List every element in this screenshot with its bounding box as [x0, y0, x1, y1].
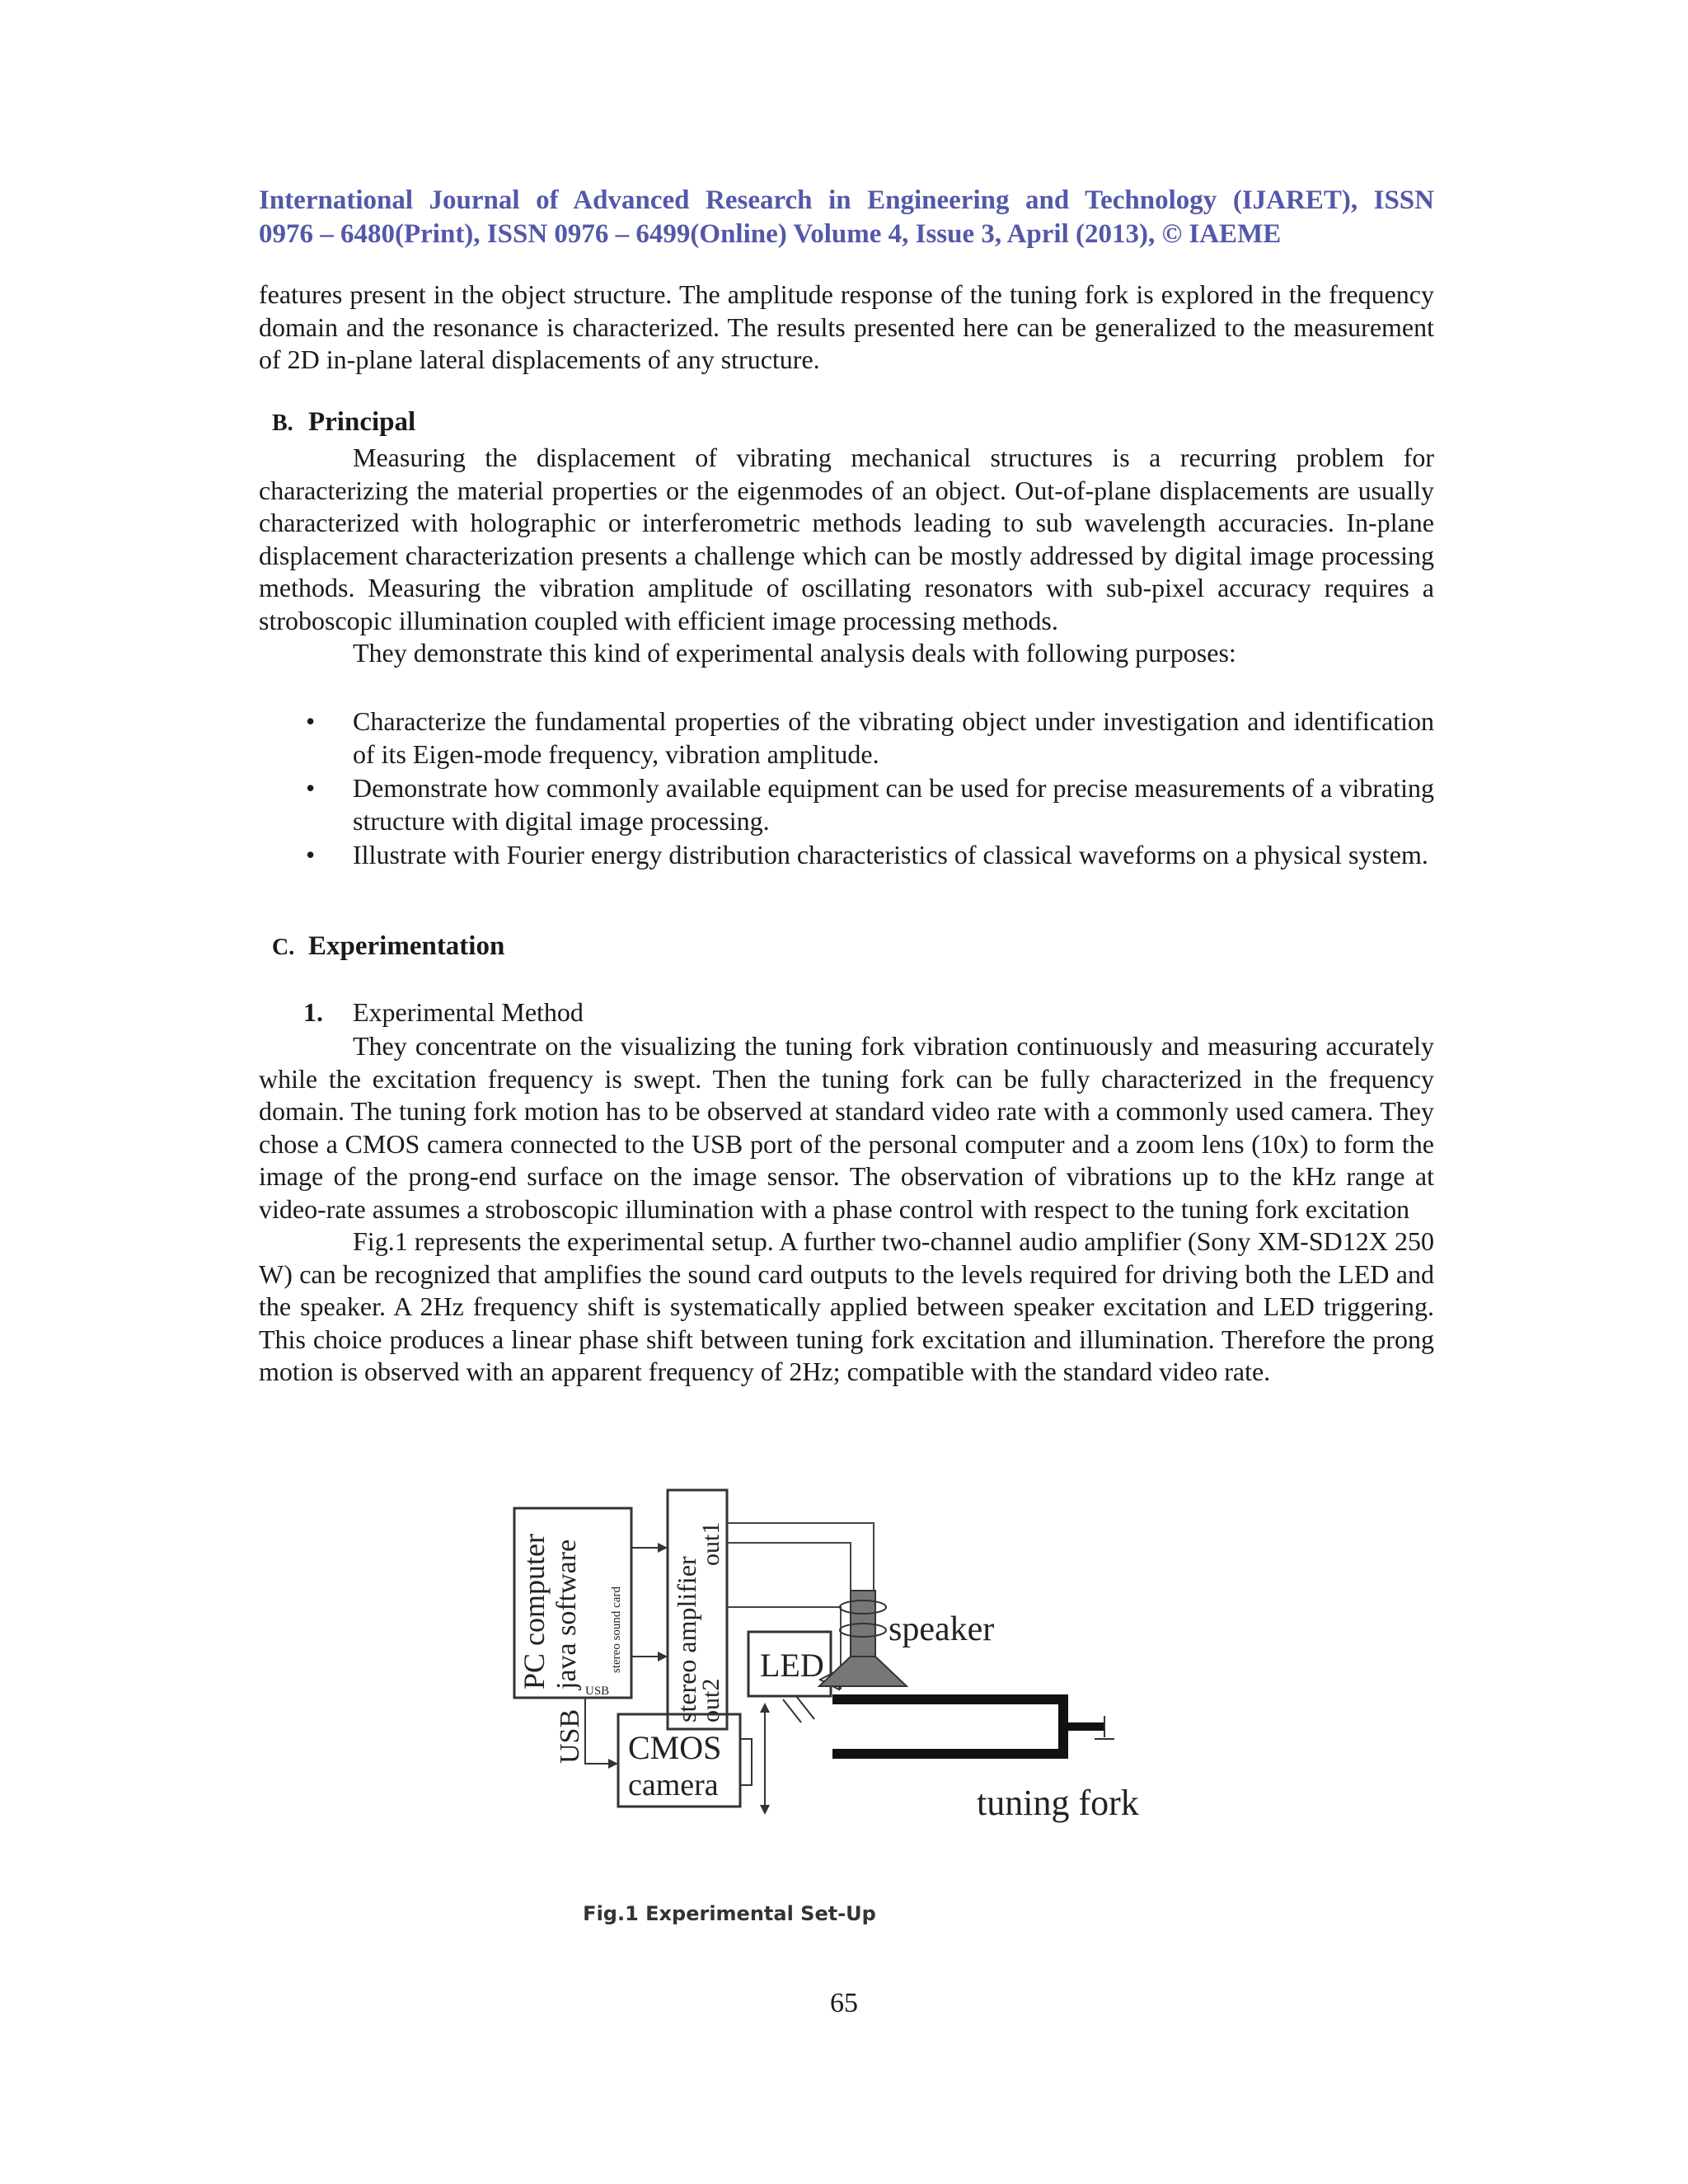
speaker-wire — [727, 1543, 851, 1619]
speaker-label: speaker — [889, 1610, 995, 1648]
usb-cable-label: USB — [555, 1708, 585, 1764]
section-b-paragraph-2: They demonstrate this kind of experimental analysis deals with following purposes: — [353, 638, 1236, 668]
tuning-fork-prongs — [832, 1699, 1063, 1754]
intro-paragraph — [259, 279, 1434, 377]
sound-card-label: stereo sound card — [610, 1586, 623, 1673]
arrow-right-icon — [608, 1759, 618, 1769]
list-item — [259, 705, 1434, 771]
section-b-title: Principal — [308, 407, 416, 437]
header-line-1: International Journal of Advanced Research in Engineering and Technology (IJARET), ISSN — [259, 185, 1434, 215]
java-label: java software — [551, 1539, 582, 1690]
section-c-paragraph-1: They concentrate on the visualizing the tuning fork vibration continuously and measuring accurately while the excitation frequency is swept. Then the tuning fork can be fully characterized in the frequency domain. The tuning fork motion has to be observed at standard video rate with a commonly used camera. They chose a CMOS camera connected to the USB port of the personal computer and a zoom lens (10x) to form the image of the prong-end surface on the image sensor. The observation of vibrations up to the kHz range at video-rate assumes a stroboscopic illumination with a phase control with respect to the tuning fork excitation — [259, 1031, 1434, 1224]
light-ray — [796, 1696, 814, 1719]
section-c-title: Experimentation — [308, 931, 505, 961]
journal-header — [259, 184, 1434, 251]
camera-label: camera — [628, 1768, 719, 1802]
out2-label: out2 — [697, 1678, 724, 1722]
section-c-letter: C. — [272, 935, 295, 960]
zoom-lens-icon — [740, 1739, 752, 1785]
usb-cable — [585, 1698, 608, 1764]
intro-text: features present in the object structure. The amplitude response of the tuning fork is explored in the frequency domain and the resonance is characterized. The results presented here can be generalized to the measurement of 2D in-plane lateral displacements of any structure. — [259, 279, 1434, 374]
section-b-body — [259, 442, 1434, 670]
section-b-paragraph-1: Measuring the displacement of vibrating mechanical structures is a recurring problem for characterizing the material properties or the eigenmodes of an object. Out-of-plane displacements are usually characterized with holographic or interferometric methods leading to sub wavelength accuracies. In-plane displacement characterization presents a challenge which can be mostly addressed by digital image processing methods. Measuring the vibration amplitude of oscillating resonators with sub-pixel accuracy requires a stroboscopic illumination coupled with efficient image processing methods. — [259, 443, 1434, 635]
section-b-letter: B. — [272, 410, 293, 436]
section-c-body — [259, 1030, 1434, 1389]
section-c-heading — [272, 931, 504, 962]
usb-port-label: USB — [585, 1685, 610, 1698]
arrow-down-icon — [760, 1805, 770, 1815]
figure-caption: Fig.1 Experimental Set-Up — [583, 1902, 876, 1925]
cmos-label: CMOS — [628, 1729, 722, 1766]
page-number: 65 — [830, 1988, 858, 2018]
out1-label: out1 — [697, 1521, 724, 1566]
amplifier-label: stereo amplifier — [672, 1556, 701, 1722]
arrow-up-icon — [760, 1703, 770, 1713]
subsection-heading — [303, 997, 584, 1028]
arrow-right-icon — [658, 1652, 668, 1661]
speaker-cone-icon — [819, 1657, 907, 1686]
bullet-icon: • — [306, 773, 316, 803]
arrow-right-icon — [658, 1543, 668, 1553]
tuning-fork-label: tuning fork — [977, 1783, 1139, 1823]
pc-label: PC computer — [518, 1534, 551, 1690]
subsection-title: Experimental Method — [353, 997, 584, 1027]
list-item — [259, 772, 1434, 837]
bullet-icon: • — [306, 706, 316, 736]
led-label: LED — [760, 1647, 824, 1684]
light-ray — [783, 1699, 801, 1722]
section-b-heading — [272, 407, 415, 438]
header-line-2: 0976 – 6480(Print), ISSN 0976 – 6499(Online) Volume 4, Issue 3, April (2013), © IAEME — [259, 219, 1282, 249]
section-c-paragraph-2: Fig.1 represents the experimental setup. A further two-channel audio amplifier (Sony XM-SD12X 250 W) can be recognized that amplifies the sound card outputs to the levels required for driving both the LED and the speaker. A 2Hz frequency shift is systematically applied between speaker excitation and LED triggering. This choice produces a linear phase shift between tuning fork excitation and illumination. Therefore the prong motion is observed with an apparent frequency of 2Hz; compatible with the standard video rate. — [259, 1226, 1434, 1386]
list-item-text: Illustrate with Fourier energy distribution characteristics of classical waveforms on a physical system. — [353, 840, 1428, 869]
bullet-icon: • — [306, 840, 316, 869]
experimental-setup-diagram — [495, 1483, 1170, 1879]
subsection-number: 1. — [303, 997, 323, 1027]
purpose-list — [259, 705, 1434, 874]
list-item-text: Demonstrate how commonly available equipment can be used for precise measurements of a vibrating structure with digital image processing. — [353, 773, 1434, 836]
list-item — [259, 839, 1434, 872]
list-item-text: Characterize the fundamental properties of the vibrating object under investigation and identification of its Eigen-mode frequency, vibration amplitude. — [353, 706, 1434, 769]
